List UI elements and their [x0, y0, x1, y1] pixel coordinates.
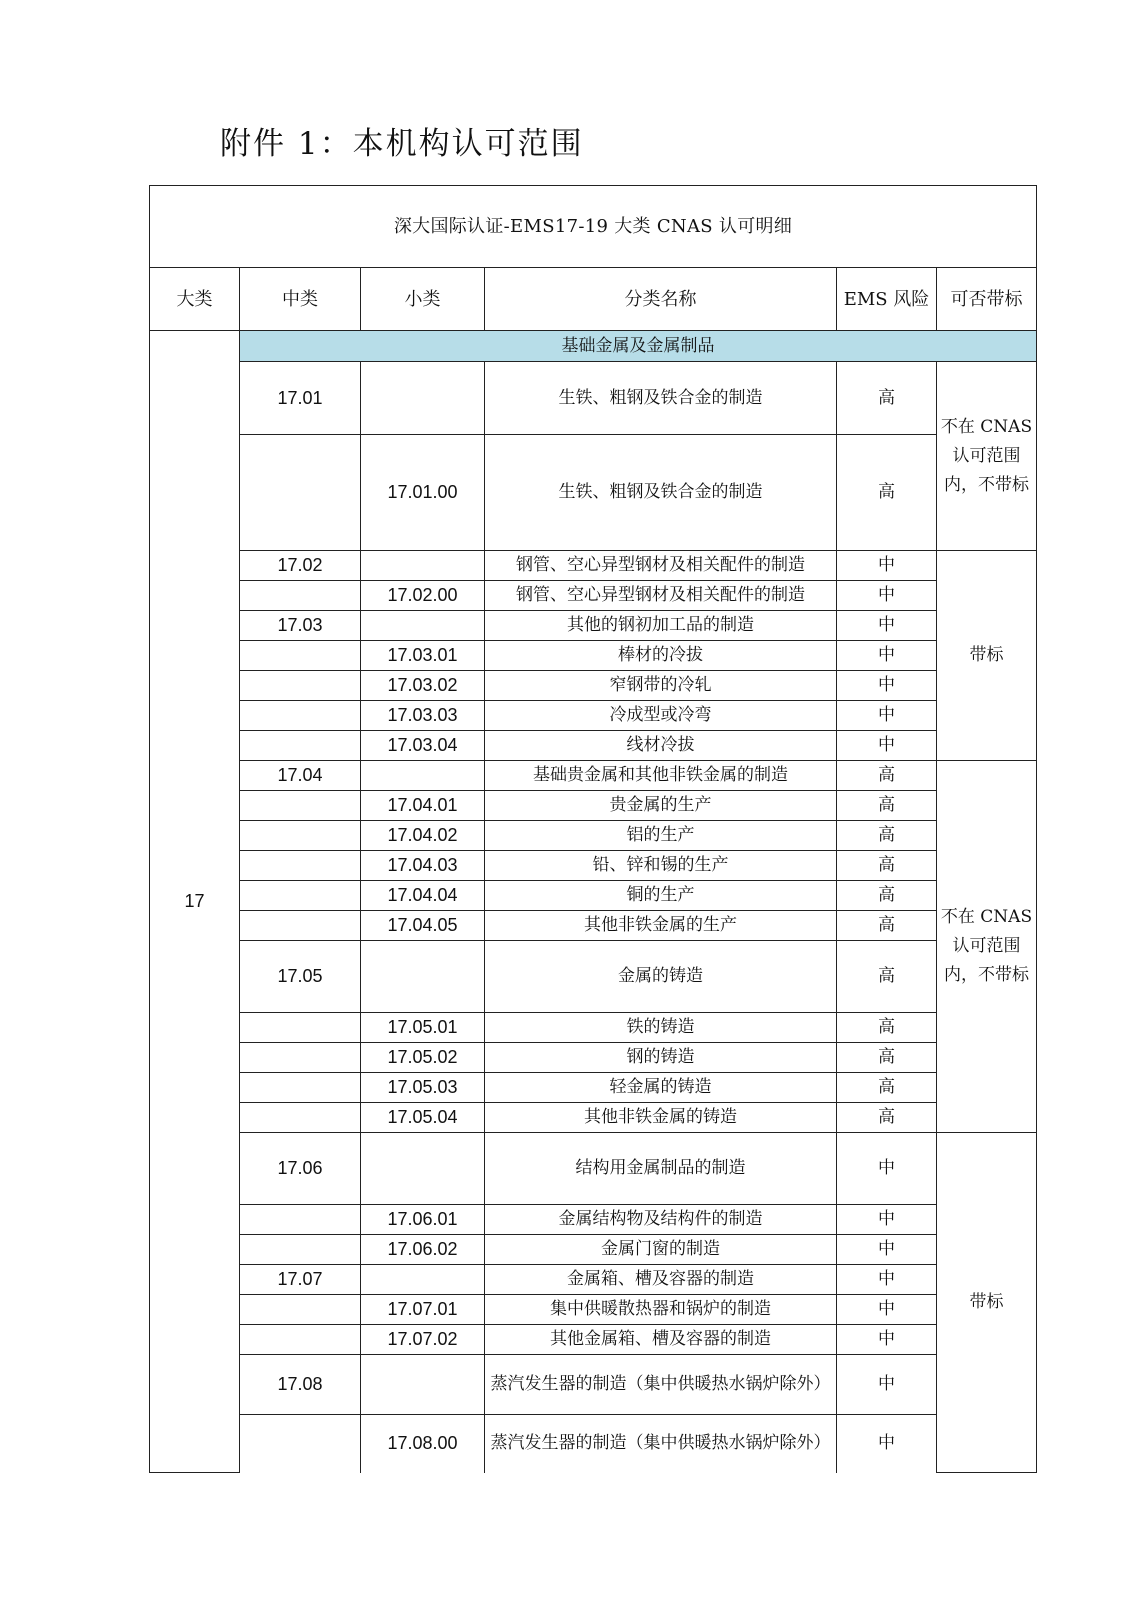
- ems-risk-cell: 中: [837, 1235, 937, 1265]
- table-row: [150, 1295, 1037, 1325]
- category-name-cell: 贵金属的生产: [485, 791, 837, 821]
- table-row: [150, 911, 1037, 941]
- middle-code-cell: [240, 731, 361, 761]
- minor-code-cell: 17.05.02: [361, 1043, 485, 1073]
- ems-risk-cell: 高: [837, 851, 937, 881]
- table-row: [150, 701, 1037, 731]
- category-name-cell: 钢管、空心异型钢材及相关配件的制造: [485, 581, 837, 611]
- table-row: [150, 671, 1037, 701]
- minor-code-cell: 17.04.02: [361, 821, 485, 851]
- table-row: [150, 1415, 1037, 1473]
- category-name-cell: 冷成型或冷弯: [485, 701, 837, 731]
- middle-code-cell: [240, 881, 361, 911]
- middle-code-cell: [240, 435, 361, 551]
- table-row: [150, 435, 1037, 551]
- header-row: [150, 268, 1037, 331]
- header-mark: 可否带标: [937, 268, 1037, 331]
- ems-risk-cell: 中: [837, 1355, 937, 1415]
- minor-code-cell: 17.03.03: [361, 701, 485, 731]
- group-row: [150, 331, 1037, 362]
- middle-code-cell: 17.03: [240, 611, 361, 641]
- ems-risk-cell: 中: [837, 671, 937, 701]
- ems-risk-cell: 中: [837, 1325, 937, 1355]
- caption-row: [150, 186, 1037, 268]
- middle-code-cell: [240, 1415, 361, 1473]
- ems-risk-cell: 高: [837, 821, 937, 851]
- middle-code-cell: [240, 911, 361, 941]
- table-row: [150, 731, 1037, 761]
- table-row: [150, 761, 1037, 791]
- category-name-cell: 线材冷拔: [485, 731, 837, 761]
- middle-code-cell: 17.05: [240, 941, 361, 1013]
- ems-risk-cell: 中: [837, 551, 937, 581]
- page-title: 附件 1：本机构认可范围: [220, 126, 584, 162]
- minor-code-cell: 17.03.01: [361, 641, 485, 671]
- table-row: [150, 851, 1037, 881]
- category-name-cell: 金属门窗的制造: [485, 1235, 837, 1265]
- middle-code-cell: [240, 821, 361, 851]
- table-row: [150, 1325, 1037, 1355]
- middle-code-cell: 17.01: [240, 362, 361, 435]
- category-name-cell: 金属的铸造: [485, 941, 837, 1013]
- middle-code-cell: [240, 1013, 361, 1043]
- accreditation-scope-table: [149, 185, 1037, 1473]
- minor-code-cell: 17.06.01: [361, 1205, 485, 1235]
- table-row: [150, 1355, 1037, 1415]
- middle-code-cell: [240, 1103, 361, 1133]
- ems-risk-cell: 高: [837, 881, 937, 911]
- category-name-cell: 结构用金属制品的制造: [485, 1133, 837, 1205]
- ems-risk-cell: 中: [837, 731, 937, 761]
- minor-code-cell: [361, 611, 485, 641]
- category-name-cell: 棒材的冷拔: [485, 641, 837, 671]
- minor-code-cell: 17.04.05: [361, 911, 485, 941]
- minor-code-cell: [361, 1355, 485, 1415]
- minor-code-cell: 17.07.01: [361, 1295, 485, 1325]
- minor-code-cell: 17.04.01: [361, 791, 485, 821]
- minor-code-cell: [361, 362, 485, 435]
- table-row: [150, 362, 1037, 435]
- ems-risk-cell: 高: [837, 1103, 937, 1133]
- minor-code-cell: [361, 1265, 485, 1295]
- mark-eligibility-cell: 不在 CNAS 认可范围内，不带标: [937, 761, 1037, 1133]
- ems-risk-cell: 中: [837, 1415, 937, 1473]
- ems-risk-cell: 中: [837, 611, 937, 641]
- ems-risk-cell: 高: [837, 761, 937, 791]
- category-name-cell: 其他的钢初加工品的制造: [485, 611, 837, 641]
- minor-code-cell: [361, 551, 485, 581]
- middle-code-cell: 17.08: [240, 1355, 361, 1415]
- minor-code-cell: [361, 941, 485, 1013]
- minor-code-cell: 17.02.00: [361, 581, 485, 611]
- minor-code-cell: 17.07.02: [361, 1325, 485, 1355]
- category-name-cell: 蒸汽发生器的制造（集中供暖热水锅炉除外）: [485, 1415, 837, 1473]
- category-name-cell: 铝的生产: [485, 821, 837, 851]
- ems-risk-cell: 高: [837, 1073, 937, 1103]
- middle-code-cell: [240, 701, 361, 731]
- table-row: [150, 941, 1037, 1013]
- category-name-cell: 钢的铸造: [485, 1043, 837, 1073]
- ems-risk-cell: 高: [837, 1043, 937, 1073]
- middle-code-cell: [240, 1235, 361, 1265]
- table-row: [150, 641, 1037, 671]
- ems-risk-cell: 中: [837, 701, 937, 731]
- minor-code-cell: 17.03.04: [361, 731, 485, 761]
- ems-risk-cell: 中: [837, 1295, 937, 1325]
- middle-code-cell: [240, 791, 361, 821]
- minor-code-cell: 17.01.00: [361, 435, 485, 551]
- category-name-cell: 窄钢带的冷轧: [485, 671, 837, 701]
- table-row: [150, 1133, 1037, 1205]
- minor-code-cell: 17.03.02: [361, 671, 485, 701]
- middle-code-cell: [240, 1295, 361, 1325]
- middle-code-cell: [240, 581, 361, 611]
- minor-code-cell: 17.05.03: [361, 1073, 485, 1103]
- table-row: [150, 881, 1037, 911]
- header-middle: 中类: [240, 268, 361, 331]
- mark-eligibility-cell: 带标: [937, 551, 1037, 761]
- minor-code-cell: 17.05.04: [361, 1103, 485, 1133]
- category-name-cell: 铜的生产: [485, 881, 837, 911]
- header-risk: EMS 风险: [837, 268, 937, 331]
- middle-code-cell: 17.07: [240, 1265, 361, 1295]
- category-name-cell: 金属箱、槽及容器的制造: [485, 1265, 837, 1295]
- ems-risk-cell: 中: [837, 1205, 937, 1235]
- middle-code-cell: [240, 1073, 361, 1103]
- middle-code-cell: [240, 851, 361, 881]
- category-name-cell: 生铁、粗钢及铁合金的制造: [485, 435, 837, 551]
- middle-code-cell: [240, 1043, 361, 1073]
- middle-code-cell: 17.02: [240, 551, 361, 581]
- minor-code-cell: 17.06.02: [361, 1235, 485, 1265]
- ems-risk-cell: 高: [837, 791, 937, 821]
- table-row: [150, 1265, 1037, 1295]
- category-name-cell: 基础贵金属和其他非铁金属的制造: [485, 761, 837, 791]
- table-row: [150, 1235, 1037, 1265]
- category-name-cell: 铁的铸造: [485, 1013, 837, 1043]
- table-row: [150, 1205, 1037, 1235]
- header-name: 分类名称: [485, 268, 837, 331]
- table-row: [150, 821, 1037, 851]
- category-name-cell: 轻金属的铸造: [485, 1073, 837, 1103]
- ems-risk-cell: 高: [837, 941, 937, 1013]
- ems-risk-cell: 中: [837, 1133, 937, 1205]
- mark-eligibility-cell: 不在 CNAS 认可范围内，不带标: [937, 362, 1037, 551]
- category-name-cell: 钢管、空心异型钢材及相关配件的制造: [485, 551, 837, 581]
- minor-code-cell: [361, 1133, 485, 1205]
- table-row: [150, 611, 1037, 641]
- ems-risk-cell: 中: [837, 1265, 937, 1295]
- minor-code-cell: 17.04.03: [361, 851, 485, 881]
- minor-code-cell: 17.05.01: [361, 1013, 485, 1043]
- major-code: 17: [150, 331, 240, 1473]
- category-name-cell: 生铁、粗钢及铁合金的制造: [485, 362, 837, 435]
- table-row: [150, 1073, 1037, 1103]
- table-row: [150, 1103, 1037, 1133]
- category-name-cell: 其他非铁金属的铸造: [485, 1103, 837, 1133]
- minor-code-cell: 17.04.04: [361, 881, 485, 911]
- middle-code-cell: [240, 671, 361, 701]
- table-row: [150, 581, 1037, 611]
- category-name-cell: 金属结构物及结构件的制造: [485, 1205, 837, 1235]
- middle-code-cell: [240, 1205, 361, 1235]
- middle-code-cell: 17.04: [240, 761, 361, 791]
- middle-code-cell: [240, 1325, 361, 1355]
- category-name-cell: 其他非铁金属的生产: [485, 911, 837, 941]
- category-name-cell: 集中供暖散热器和锅炉的制造: [485, 1295, 837, 1325]
- ems-risk-cell: 高: [837, 435, 937, 551]
- table-row: [150, 791, 1037, 821]
- middle-code-cell: [240, 641, 361, 671]
- header-minor: 小类: [361, 268, 485, 331]
- ems-risk-cell: 中: [837, 581, 937, 611]
- minor-code-cell: 17.08.00: [361, 1415, 485, 1473]
- mark-eligibility-cell: 带标: [937, 1133, 1037, 1473]
- category-name-cell: 其他金属箱、槽及容器的制造: [485, 1325, 837, 1355]
- ems-risk-cell: 高: [837, 911, 937, 941]
- header-major: 大类: [150, 268, 240, 331]
- minor-code-cell: [361, 761, 485, 791]
- table-row: [150, 1013, 1037, 1043]
- category-name-cell: 铅、锌和锡的生产: [485, 851, 837, 881]
- table-caption: 深大国际认证-EMS17-19 大类 CNAS 认可明细: [150, 186, 1037, 268]
- ems-risk-cell: 中: [837, 641, 937, 671]
- ems-risk-cell: 高: [837, 362, 937, 435]
- group-title: 基础金属及金属制品: [240, 331, 1037, 362]
- table-row: [150, 1043, 1037, 1073]
- middle-code-cell: 17.06: [240, 1133, 361, 1205]
- table-row: [150, 551, 1037, 581]
- category-name-cell: 蒸汽发生器的制造（集中供暖热水锅炉除外）: [485, 1355, 837, 1415]
- ems-risk-cell: 高: [837, 1013, 937, 1043]
